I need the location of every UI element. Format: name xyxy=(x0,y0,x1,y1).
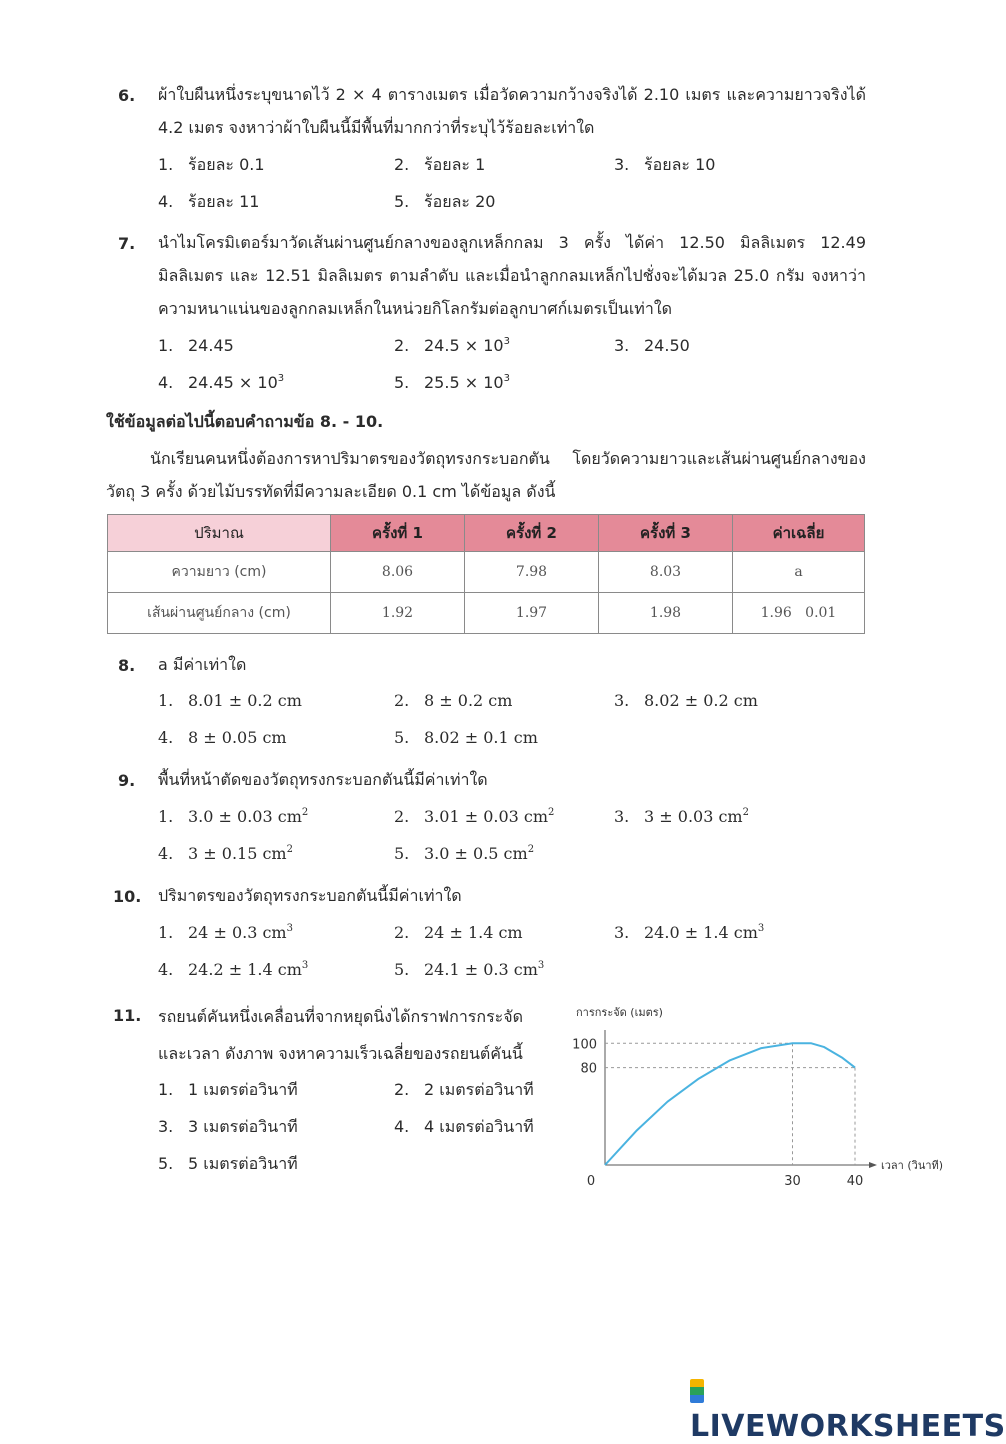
y-axis-label: การกระจัด (เมตร) xyxy=(576,1006,663,1019)
question-11-text-line-1: รถยนต์คันหนึ่งเคลื่อนที่จากหยุดนิ่งได้กราฟการกระจัด xyxy=(158,1007,524,1026)
measurement-table xyxy=(107,514,865,634)
q6-option-2[interactable]: 2. ร้อยละ 1 xyxy=(394,155,486,174)
q9-option-3[interactable]: 3. 3 ± 0.03 $cm^2$ xyxy=(614,807,749,826)
table-row xyxy=(108,552,865,593)
q9-option-2[interactable]: 2. 3.01 ± 0.03 $cm^2$ xyxy=(394,807,555,826)
table-cell: 1.97 xyxy=(465,593,599,634)
logo-mark-icon xyxy=(690,1379,704,1403)
question-6-text: ผ้าใบผืนหนึ่งระบุขนาดไว้ 2 × 4 ตารางเมตร เมื่อวัดความกว้างจริงได้ 2.10 เมตร และความยาวจริงได้ 4.2 เมตร จงหาว่าผ้าใบผืนนี้มีพื้นที่มากกว่าที่ระบุไว้ร้อยละเท่าใด xyxy=(158,85,866,137)
displacement-curve xyxy=(605,1043,855,1165)
q10-option-4[interactable]: 4. 24.2 ± 1.4 $cm^3$ xyxy=(158,960,309,979)
q9-option-1[interactable]: 1. 3.0 ± 0.03 $cm^2$ xyxy=(158,807,309,826)
table-row xyxy=(108,593,865,634)
q7-option-4[interactable]: 4. $24.45 \times 10^3$ xyxy=(158,373,285,392)
q9-option-4[interactable]: 4. 3 ± 0.15 $cm^2$ xyxy=(158,844,293,863)
question-8-text: a มีค่าเท่าใด xyxy=(158,655,247,674)
q6-option-1[interactable]: 1. ร้อยละ 0.1 xyxy=(158,155,265,174)
table-cell: 8.03 xyxy=(599,552,733,593)
table-header-cell: ค่าเฉลี่ย xyxy=(733,515,865,552)
table-cell: a xyxy=(733,552,865,593)
y-tick-label: 80 xyxy=(580,1061,597,1077)
q11-option-1[interactable]: 1. 1 เมตรต่อวินาที xyxy=(158,1080,298,1099)
question-7-number: 7. xyxy=(118,234,136,253)
question-10-number: 10. xyxy=(113,887,142,906)
table-cell: เส้นผ่านศูนย์กลาง (cm) xyxy=(108,593,331,634)
question-11-number: 11. xyxy=(113,1006,142,1025)
liveworksheets-logo xyxy=(690,1374,1006,1444)
q7-option-2[interactable]: 2. $24.5 \times 10^3$ xyxy=(394,336,510,355)
table-header-cell: ครั้งที่ 1 xyxy=(331,515,465,552)
x-tick-label: 40 xyxy=(846,1174,864,1189)
q6-option-3[interactable]: 3. ร้อยละ 10 xyxy=(614,155,716,174)
q8-option-1[interactable]: 1. 8.01 ± 0.2 cm xyxy=(158,691,302,710)
table-cell: 1.96 0.01 xyxy=(733,593,865,634)
table-header-cell: ครั้งที่ 2 xyxy=(465,515,599,552)
q8-option-4[interactable]: 4. 8 ± 0.05 cm xyxy=(158,728,287,747)
section-paragraph: นักเรียนคนหนึ่งต้องการหาปริมาตรของวัตถุทรงกระบอกตัน โดยวัดความยาวและเส้นผ่านศูนย์กลางของวัตถุ 3 ครั้ง ด้วยไม้บรรทัดที่มีความละเอียด 0.1 cm ได้ข้อมูล ดังนี้ xyxy=(106,449,866,501)
question-8-number: 8. xyxy=(118,656,136,675)
question-11-text-line-2: และเวลา ดังภาพ จงหาความเร็วเฉลี่ยของรถยนต์คันนี้ xyxy=(158,1044,523,1063)
question-9-number: 9. xyxy=(118,771,136,790)
table-cell: 1.92 xyxy=(331,593,465,634)
table-cell: 1.98 xyxy=(599,593,733,634)
q11-option-2[interactable]: 2. 2 เมตรต่อวินาที xyxy=(394,1080,534,1099)
table-cell: 8.06 xyxy=(331,552,465,593)
q10-option-5[interactable]: 5. 24.1 ± 0.3 $cm^3$ xyxy=(394,960,545,979)
q8-option-5[interactable]: 5. 8.02 ± 0.1 cm xyxy=(394,728,538,747)
table-cell: ความยาว (cm) xyxy=(108,552,331,593)
x-tick-label: 30 xyxy=(784,1174,801,1189)
q8-option-3[interactable]: 3. 8.02 ± 0.2 cm xyxy=(614,691,758,710)
logo-text: LIVEWORKSHEETS xyxy=(690,1409,1006,1444)
q11-option-3[interactable]: 3. 3 เมตรต่อวินาที xyxy=(158,1117,298,1136)
question-6-number: 6. xyxy=(118,86,136,105)
q6-option-4[interactable]: 4. ร้อยละ 11 xyxy=(158,192,260,211)
q7-option-5[interactable]: 5. $25.5 \times 10^3$ xyxy=(394,373,510,392)
q7-option-1[interactable]: 1. 24.45 xyxy=(158,336,234,355)
q10-option-1[interactable]: 1. 24 ± 0.3 $cm^3$ xyxy=(158,923,293,942)
question-10-text: ปริมาตรของวัตถุทรงกระบอกตันนี้มีค่าเท่าใด xyxy=(158,886,462,905)
table-cell: 7.98 xyxy=(465,552,599,593)
table-header-cell: ครั้งที่ 3 xyxy=(599,515,733,552)
q10-option-2[interactable]: 2. 24 ± 1.4 cm xyxy=(394,923,523,942)
question-7-text: นำไมโครมิเตอร์มาวัดเส้นผ่านศูนย์กลางของลูกเหล็กกลม 3 ครั้ง ได้ค่า 12.50 มิลลิเมตร 12.49 มิลลิเมตร และ 12.51 มิลลิเมตร ตามลำดับ และเมื่อนำลูกกลมเหล็กไปชั่งจะได้มวล 25.0 กรัม จงหาว่าความหนาแน่นของลูกกลมเหล็กในหน่วยกิโลกรัมต่อลูกบาศก์เมตรเป็นเท่าใด xyxy=(158,233,866,318)
q9-option-5[interactable]: 5. 3.0 ± 0.5 $cm^2$ xyxy=(394,844,535,863)
x-tick-label: 0 xyxy=(586,1174,596,1189)
question-9-text: พื้นที่หน้าตัดของวัตถุทรงกระบอกตันนี้มีค่าเท่าใด xyxy=(158,770,488,789)
section-heading: ใช้ข้อมูลต่อไปนี้ตอบคำถามข้อ 8. - 10. xyxy=(106,412,384,431)
x-axis-arrow xyxy=(869,1162,877,1168)
q6-option-5[interactable]: 5. ร้อยละ 20 xyxy=(394,192,496,211)
q7-option-3[interactable]: 3. 24.50 xyxy=(614,336,690,355)
x-axis-label: เวลา (วินาที) xyxy=(881,1159,944,1172)
q11-option-5[interactable]: 5. 5 เมตรต่อวินาที xyxy=(158,1154,298,1173)
q11-option-4[interactable]: 4. 4 เมตรต่อวินาที xyxy=(394,1117,534,1136)
q8-option-2[interactable]: 2. 8 ± 0.2 cm xyxy=(394,691,513,710)
y-tick-label: 100 xyxy=(572,1037,597,1053)
table-header-cell: ปริมาณ xyxy=(108,515,331,552)
q10-option-3[interactable]: 3. 24.0 ± 1.4 $cm^3$ xyxy=(614,923,765,942)
table-header-row xyxy=(108,515,865,552)
displacement-time-chart xyxy=(560,1000,944,1200)
